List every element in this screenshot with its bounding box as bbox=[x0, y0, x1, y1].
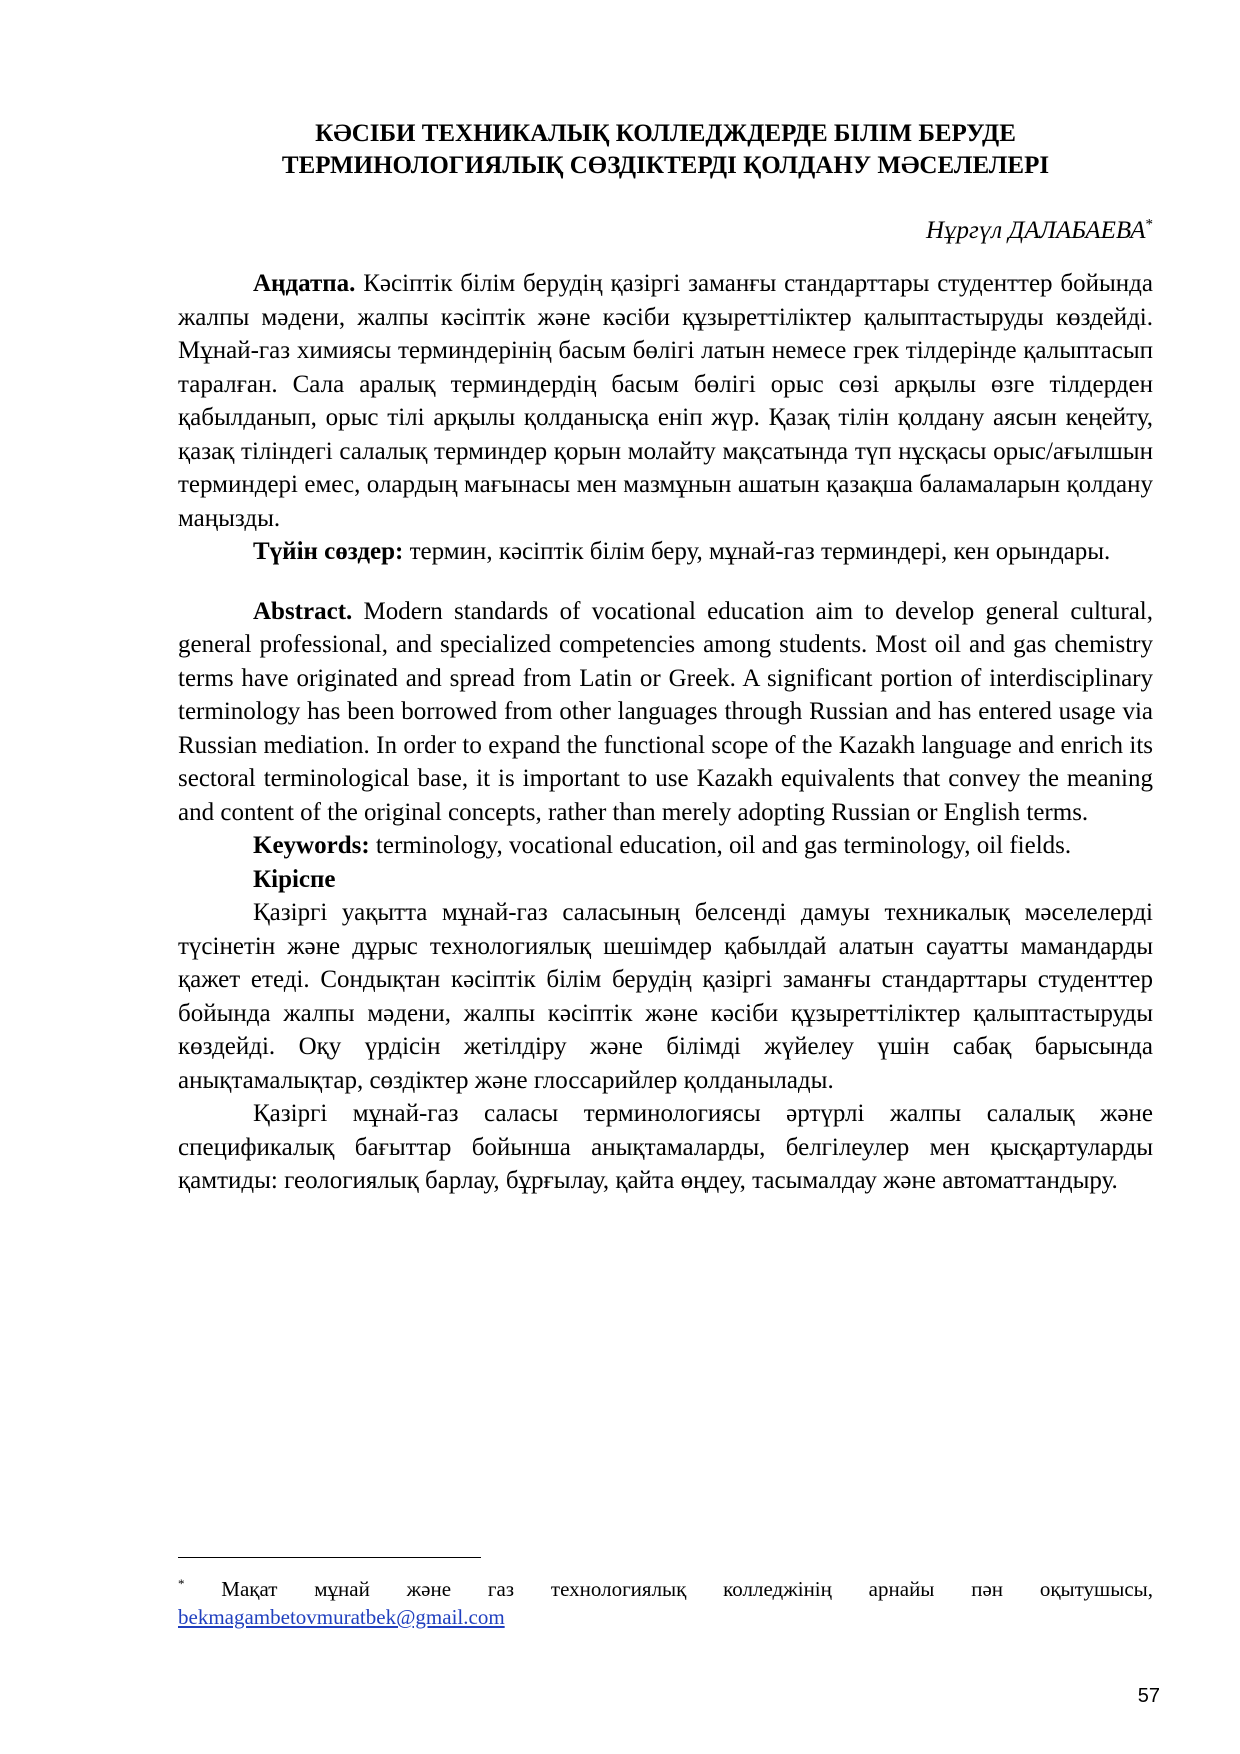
author-email-link[interactable]: bekmagambetovmuratbek@gmail.com bbox=[178, 1605, 505, 1629]
author-footnote-mark[interactable]: * bbox=[1145, 216, 1153, 233]
article-title-line-2: ТЕРМИНОЛОГИЯЛЫҚ СӨЗДІКТЕРДІ ҚОЛДАНУ МӘСЕЛЕЛЕРІ bbox=[281, 152, 1050, 179]
footnote-text: Мақат мұнай және газ технологиялық колледжінің арнайы пән оқытушысы, bbox=[184, 1577, 1153, 1601]
keywords-en bbox=[178, 829, 1153, 863]
abstract-en-label: Abstract. bbox=[253, 597, 353, 625]
author-name-text: Нұргүл ДАЛАБАЕВА bbox=[925, 217, 1146, 244]
abstract-kz bbox=[178, 267, 1153, 535]
introduction-heading: Кіріспе bbox=[253, 865, 336, 893]
introduction-paragraph-2: Қазіргі мұнай-газ саласы терминологиясы әртүрлі жалпы салалық және спецификалық бағыттар бойынша анықтамаларды, белгілеулер мен қысқартуларды қамтиды: геологиялық барлау, бұрғылау, қайта өңдеу, тасымалдау және автоматтандыру. bbox=[178, 1100, 1153, 1194]
footnote bbox=[178, 1575, 1153, 1631]
keywords-kz bbox=[178, 535, 1153, 569]
footnote-mark: * bbox=[178, 1576, 185, 1591]
article-title-line-1: КӘСІБИ ТЕХНИКАЛЫҚ КОЛЛЕДЖДЕРДЕ БІЛІМ БЕРУДЕ bbox=[315, 120, 1016, 147]
abstract-kz-text: Кәсіптік білім берудің қазіргі заманғы стандарттары студенттер бойында жалпы мәдени, жалпы кәсіптік және кәсіби құзыреттіліктер қалыптастыруды көздейді. Мұнай-газ химиясы терминдерінің басым бөлігі латын немесе грек тілдерінде қалыптасып таралған. Сала аралық терминдердің басым бөлігі орыс сөзі арқылы өзге тілдерден қабылданып, орыс тілі арқылы қолданысқа еніп жүр. Қазақ тілін қолдану аясын кеңейту, қазақ тіліндегі салалық терминдер қорын молайту мақсатында түп нұсқасы орыс/ағылшын терминдері емес, олардың мағынасы мен мазмұнын ашатын қазақша баламаларын қолдану маңызды. bbox=[178, 270, 1153, 532]
introduction-paragraph-1: Қазіргі уақытта мұнай-газ саласының белсенді дамуы техникалық мәселелерді түсінетін және дұрыс технологиялық шешімдер қабылдай алатын сауатты мамандарды қажет етеді. Сондықтан кәсіптік білім берудің қазіргі заманғы стандарттары студенттер бойында жалпы мәдени, жалпы кәсіптік және кәсіби құзыреттіліктер қалыптастыруды көздейді. Оқу үрдісін жетілдіру және білімді жүйелеу үшін сабақ барысында анықтамалықтар, сөздіктер және глоссарийлер қолданылады. bbox=[178, 899, 1153, 1094]
page-number: 57 bbox=[1137, 1685, 1160, 1707]
keywords-kz-text: термин, кәсіптік білім беру, мұнай-газ терминдері, кен орындары. bbox=[403, 538, 1111, 565]
keywords-en-label: Keywords: bbox=[253, 832, 370, 859]
abstract-kz-label: Аңдатпа. bbox=[253, 270, 356, 297]
author-name bbox=[178, 216, 1153, 246]
abstract-en-text: Modern standards of vocational education aim to develop general cultural, general professional, and specialized competencies among students. Most oil and gas chemistry terms have originated and spread from Latin or Greek. A significant portion of interdisciplinary terminology has been borrowed from other languages through Russian and has entered usage via Russian mediation. In order to expand the functional scope of the Kazakh language and enrich its sectoral terminological base, it is important to use Kazakh equivalents that convey the meaning and content of the original concepts, rather than merely adopting Russian or English terms. bbox=[178, 597, 1153, 826]
article-title bbox=[178, 118, 1153, 182]
keywords-en-text: terminology, vocational education, oil and gas terminology, oil fields. bbox=[369, 832, 1072, 859]
article-body bbox=[178, 118, 1153, 1198]
abstract-en bbox=[178, 595, 1153, 830]
footnote-divider bbox=[178, 1557, 481, 1558]
keywords-kz-label: Түйін сөздер: bbox=[253, 538, 404, 565]
